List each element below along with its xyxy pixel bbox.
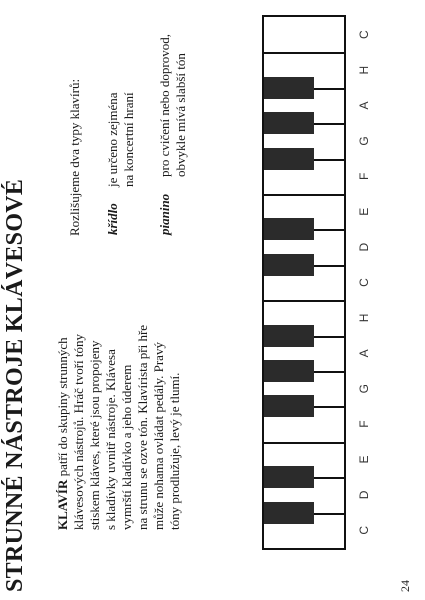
- note-label: E: [357, 207, 371, 216]
- intro-paragraph: [55, 270, 183, 530]
- page-title: STRUNNÉ NÁSTROJE KLÁVESOVÉ: [2, 178, 28, 592]
- black-key[interactable]: [264, 395, 314, 417]
- type-desc-line: pro cvičení nebo doprovod,: [157, 34, 172, 177]
- black-key[interactable]: [264, 502, 314, 524]
- black-key[interactable]: [264, 254, 314, 276]
- intro-line: na strunu se ozve tón. Klavírista při hře: [135, 324, 150, 530]
- intro-line: vymrští kladívko a jeho úderem: [119, 364, 134, 530]
- black-key[interactable]: [264, 325, 314, 347]
- intro-line: klávesových nástrojů. Hráč tvoří tóny: [71, 333, 86, 530]
- note-label: H: [357, 313, 371, 323]
- intro-line: může nohama ovládat pedály. Pravý: [151, 342, 166, 530]
- type-desc-line: obvykle mívá slabší tón: [173, 53, 188, 177]
- type-desc-pianino: [157, 34, 189, 177]
- intro-line: s kladívky uvnitř nástroje. Klávesa: [103, 349, 118, 530]
- type-desc-line: je určeno zejména: [105, 92, 120, 187]
- black-key[interactable]: [264, 77, 314, 99]
- note-label: G: [357, 136, 371, 146]
- note-label: H: [357, 65, 371, 75]
- note-label: D: [357, 242, 371, 252]
- note-label: F: [357, 172, 371, 180]
- note-label: C: [357, 30, 371, 40]
- black-key[interactable]: [264, 148, 314, 170]
- note-label: A: [357, 349, 371, 358]
- note-label: E: [357, 455, 371, 464]
- black-key[interactable]: [264, 360, 314, 382]
- note-label: C: [357, 525, 371, 535]
- black-key[interactable]: [264, 218, 314, 240]
- intro-line: tóny prodlužuje, levý je tlumí.: [167, 372, 182, 530]
- note-label: G: [357, 384, 371, 394]
- note-label: C: [357, 278, 371, 287]
- type-name-pianino: pianino: [157, 193, 172, 235]
- piano-keyboard: [262, 15, 346, 550]
- intro-line-text: patří do skupiny strunných: [55, 337, 70, 480]
- type-desc-line: na koncertní hraní: [121, 92, 136, 187]
- black-key[interactable]: [264, 466, 314, 488]
- page-number: 24: [398, 580, 412, 592]
- note-label: A: [357, 101, 371, 110]
- types-header: Rozlišujeme dva typy klavírů:: [67, 78, 82, 236]
- intro-line: [55, 270, 71, 530]
- type-desc-kridlo: [105, 92, 137, 187]
- note-label: D: [357, 490, 371, 500]
- note-label: F: [357, 420, 371, 428]
- white-key-c[interactable]: [264, 17, 344, 52]
- black-key[interactable]: [264, 112, 314, 134]
- intro-line: stiskem kláves, které jsou propojeny: [87, 340, 102, 530]
- intro-lead-word: KLAVÍR: [55, 479, 70, 530]
- type-name-kridlo: křídlo: [105, 203, 120, 235]
